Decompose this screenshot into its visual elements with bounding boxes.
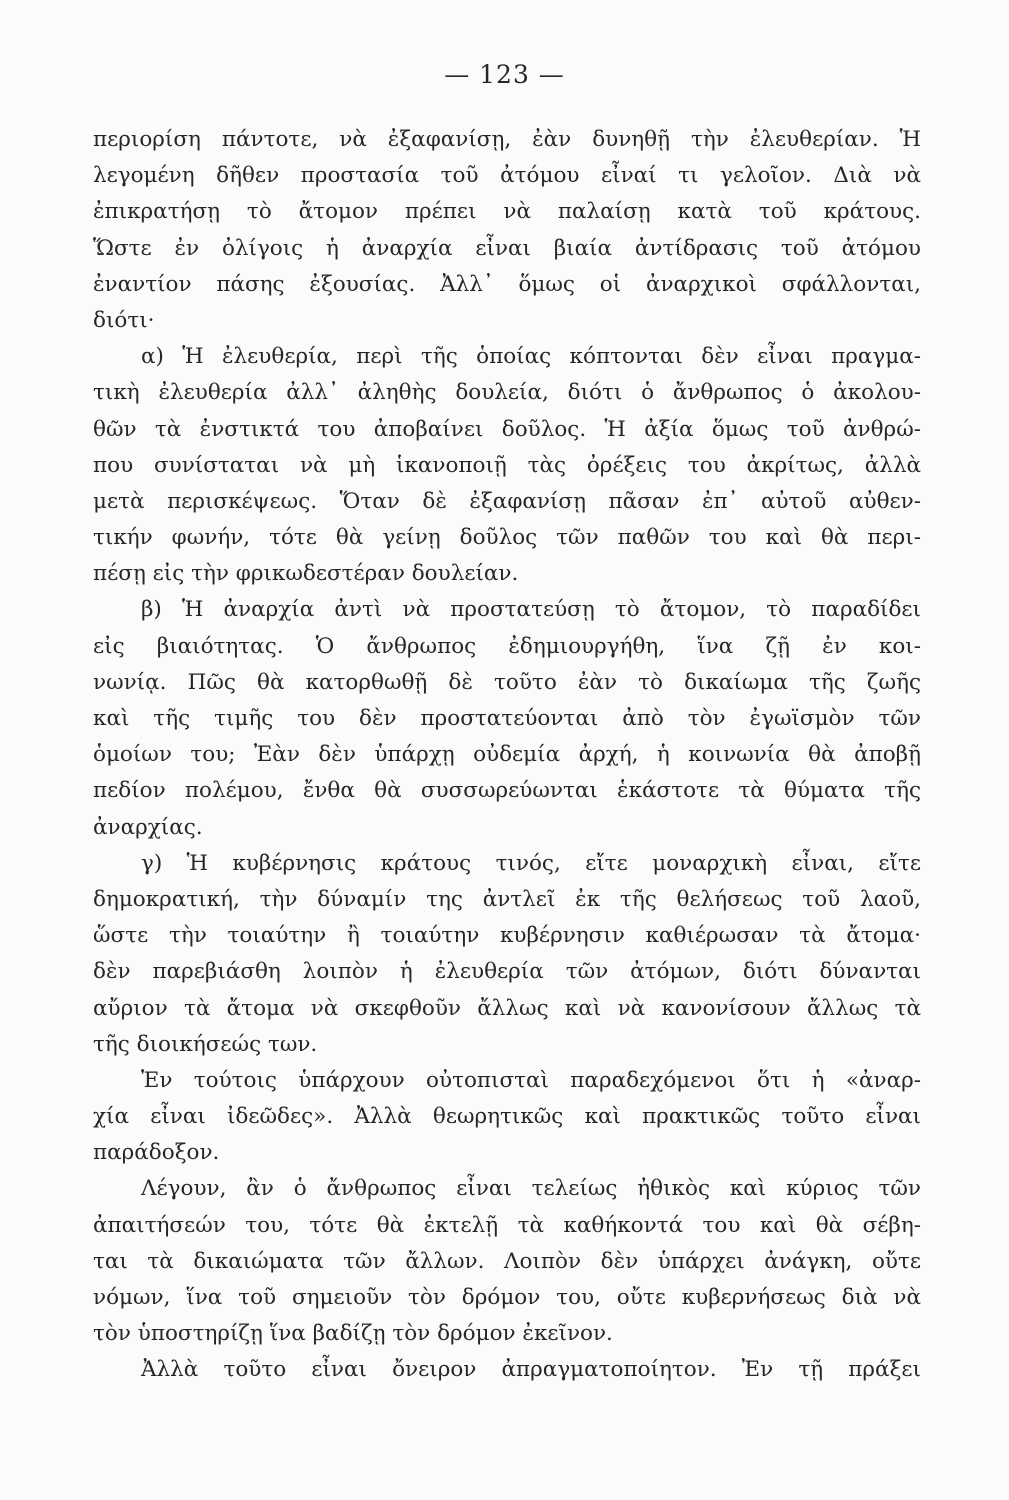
text-line: δημοκρατική, τὴν δύναμίν της ἀντλεῖ ἐκ τῆς θελήσεως τοῦ λαοῦ, [93, 886, 921, 912]
text-line: β) Ἡ ἀναρχία ἀντὶ νὰ προστατεύσῃ τὸ ἄτομον, τὸ παραδίδει [141, 597, 921, 623]
text-line: που συνίσταται νὰ μὴ ἱκανοποιῇ τὰς ὀρέξεις του ἀκρίτως, ἀλλὰ [93, 452, 921, 478]
text-line: διότι· [93, 307, 155, 333]
text-line: Ἀλλὰ τοῦτο εἶναι ὄνειρον ἀπραγματοποίητον. Ἐν τῇ πράξει [141, 1357, 921, 1383]
text-line: ἐναντίον πάσης ἐξουσίας. Ἀλλ᾿ ὅμως οἱ ἀναρχικοὶ σφάλλονται, [93, 271, 921, 297]
text-line: ὁμοίων του; Ἐὰν δὲν ὑπάρχῃ οὐδεμία ἀρχή, ἡ κοινωνία θὰ ἀποβῇ [93, 742, 921, 768]
text-line: εἰς βιαιότητας. Ὁ ἄνθρωπος ἐδημιουργήθη, ἵνα ζῇ ἐν κοι- [93, 633, 921, 659]
text-line: τικὴ ἐλευθερία ἀλλ᾿ ἀληθὴς δουλεία, διότι ὁ ἄνθρωπος ὁ ἀκολου- [93, 380, 921, 406]
text-line: ται τὰ δικαιώματα τῶν ἄλλων. Λοιπὸν δὲν ὑπάρχει ἀνάγκη, οὔτε [93, 1248, 921, 1274]
text-line: τικήν φωνήν, τότε θὰ γείνῃ δοῦλος τῶν παθῶν του καὶ θὰ περι- [93, 525, 921, 551]
text-line: θῶν τὰ ἐνστικτά του ἀποβαίνει δοῦλος. Ἡ ἀξία ὅμως τοῦ ἀνθρώ- [93, 416, 921, 442]
page-number: — 123 — [444, 60, 565, 89]
text-line: χία εἶναι ἰδεῶδες». Ἀλλὰ θεωρητικῶς καὶ πρακτικῶς τοῦτο εἶναι [93, 1104, 921, 1130]
text-line: πέσῃ εἰς τὴν φρικωδεστέραν δουλείαν. [93, 561, 519, 587]
text-line: δὲν παρεβιάσθη λοιπὸν ἡ ἐλευθερία τῶν ἀτόμων, διότι δύνανται [93, 959, 921, 985]
text-line: νόμων, ἵνα τοῦ σημειοῦν τὸν δρόμον του, οὔτε κυβερνήσεως διὰ νὰ [93, 1285, 921, 1310]
text-line: παράδοξον. [93, 1140, 220, 1166]
text-line: περιορίση πάντοτε, νὰ ἐξαφανίσῃ, ἐὰν δυνηθῇ τὴν ἐλευθερίαν. Ἡ [93, 127, 921, 152]
text-line: ἐπικρατήσῃ τὸ ἄτομον πρέπει νὰ παλαίσῃ κατὰ τοῦ κράτους. [93, 199, 921, 225]
text-line: γ) Ἡ κυβέρνησις κράτους τινός, εἴτε μοναρχικὴ εἶναι, εἴτε [141, 850, 921, 876]
text-line: ἀπαιτήσεών του, τότε θὰ ἐκτελῇ τὰ καθήκοντά του καὶ θὰ σέβη- [93, 1212, 921, 1238]
text-line: τῆς διοικήσεώς των. [93, 1031, 318, 1057]
text-line: Ἐν τούτοις ὑπάρχουν οὐτοπισταὶ παραδεχόμενοι ὅτι ἡ «ἀναρ- [141, 1067, 921, 1093]
text-line: ἀναρχίας. [93, 814, 203, 840]
text-line: α) Ἡ ἐλευθερία, περὶ τῆς ὁποίας κόπτονται δὲν εἶναι πραγμα- [141, 344, 921, 370]
text-line: νωνίᾳ. Πῶς θὰ κατορθωθῇ δὲ τοῦτο ἐὰν τὸ δικαίωμα τῆς ζωῆς [93, 669, 921, 695]
text-line: ὥστε τὴν τοιαύτην ἢ τοιαύτην κυβέρνησιν καθιέρωσαν τὰ ἄτομα· [93, 923, 921, 949]
text-line: Λέγουν, ἂν ὁ ἄνθρωπος εἶναι τελείως ἠθικὸς καὶ κύριος τῶν [141, 1176, 921, 1202]
text-line: τὸν ὑποστηρίζῃ ἵνα βαδίζῃ τὸν δρόμον ἐκεῖνον. [93, 1321, 613, 1347]
text-line: μετὰ περισκέψεως. Ὅταν δὲ ἐξαφανίσῃ πᾶσαν ἐπ᾿ αὐτοῦ αὐθεν- [93, 488, 921, 514]
text-line: Ὥστε ἐν ὀλίγοις ἡ ἀναρχία εἶναι βιαία ἀντίδρασις τοῦ ἀτόμου [93, 235, 921, 261]
text-line: λεγομένη δῆθεν προστασία τοῦ ἀτόμου εἶναί τι γελοῖον. Διὰ νὰ [93, 163, 921, 189]
body-text [93, 122, 921, 1389]
text-line: αὔριον τὰ ἄτομα νὰ σκεφθοῦν ἄλλως καὶ νὰ κανονίσουν ἄλλως τὰ [93, 995, 921, 1021]
text-line: πεδίον πολέμου, ἔνθα θὰ συσσωρεύωνται ἑκάστοτε τὰ θύματα τῆς [93, 778, 921, 804]
text-line: καὶ τῆς τιμῆς του δὲν προστατεύονται ἀπὸ τὸν ἐγωϊσμὸν τῶν [93, 706, 921, 731]
